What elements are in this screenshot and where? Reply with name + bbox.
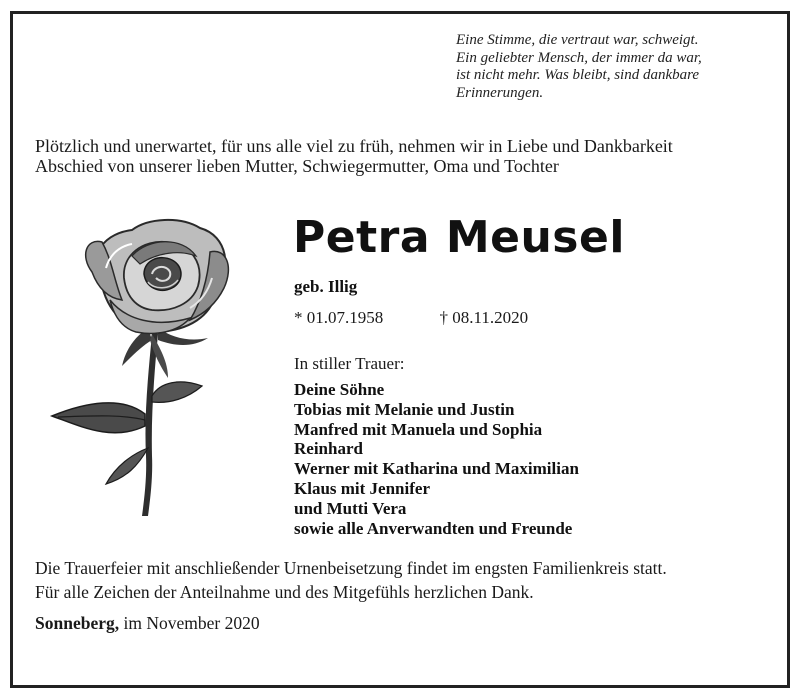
mourners-list: [294, 380, 579, 538]
rose-leaf: [152, 382, 202, 402]
mourner-line: Klaus mit Jennifer: [294, 478, 430, 498]
date: im November 2020: [123, 613, 260, 633]
rose-center: [144, 258, 181, 291]
rose-leaf: [106, 448, 148, 484]
mourner-line: Deine Söhne: [294, 380, 385, 399]
intro-line: Plötzlich und unerwartet, für uns alle viel zu früh, nehmen wir in Liebe und Dankbarkeit: [35, 136, 673, 156]
memorial-quote: [456, 32, 756, 102]
birth-date: * 01.07.1958: [294, 308, 384, 327]
quote-line: Eine Stimme, die vertraut war, schweigt.: [456, 32, 699, 48]
rose-image: [40, 216, 235, 516]
mourner-line: Reinhard: [294, 439, 363, 459]
funeral-info: [35, 556, 667, 604]
life-dates: [294, 308, 528, 328]
mourner-line: Tobias mit Melanie und Justin: [294, 399, 515, 419]
funeral-line: Für alle Zeichen der Anteilnahme und des Mitgefühls herzlichen Dank.: [35, 582, 534, 602]
mourner-line: Werner mit Katharina und Maximilian: [294, 459, 579, 479]
mourning-label: In stiller Trauer:: [294, 354, 405, 373]
quote-line: ist nicht mehr. Was bleibt, sind dankbare: [456, 67, 700, 83]
mourner-line: Manfred mit Manuela und Sophia: [294, 419, 543, 439]
maiden-name: geb. Illig: [294, 277, 358, 296]
intro-text: [35, 136, 673, 176]
death-date: † 08.11.2020: [439, 308, 529, 327]
place: Sonneberg,: [35, 613, 120, 633]
funeral-line: Die Trauerfeier mit anschließender Urnenbeisetzung findet im engsten Familienkreis statt.: [35, 558, 667, 578]
quote-line: Erinnerungen.: [456, 84, 544, 101]
mourner-line: und Mutti Vera: [294, 498, 407, 518]
place-and-date: [35, 613, 260, 634]
quote-line: Ein geliebter Mensch, der immer da war,: [456, 49, 702, 66]
deceased-name: Petra Meusel: [293, 212, 625, 263]
intro-line: Abschied von unserer lieben Mutter, Schwiegermutter, Oma und Tochter: [35, 156, 559, 176]
mourner-line: sowie alle Anverwandten und Freunde: [294, 518, 573, 538]
